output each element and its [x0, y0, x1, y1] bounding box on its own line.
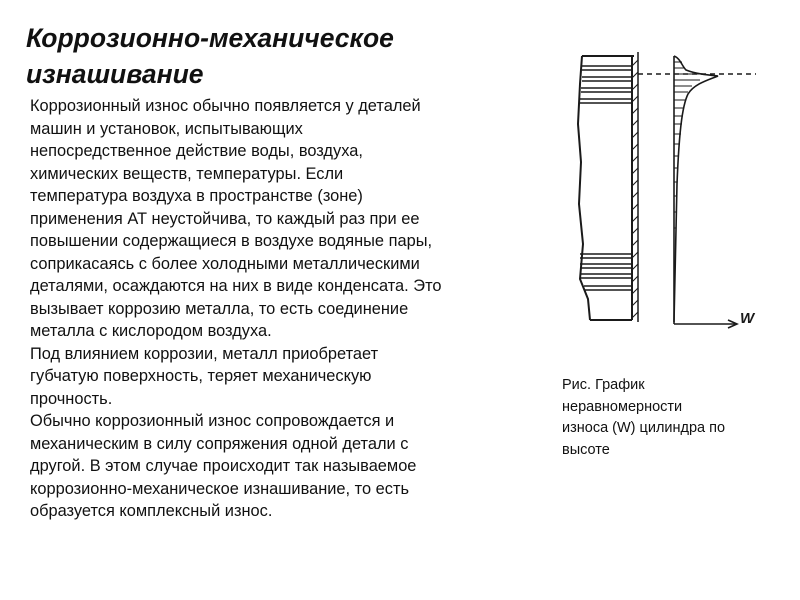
text-line: прочность. — [30, 389, 113, 408]
wear-axis-label: W — [740, 310, 755, 327]
title-line: изнашивание — [26, 59, 204, 89]
text-line: Под влиянием коррозии, металл приобретает — [30, 344, 379, 363]
page-title — [26, 20, 546, 92]
caption-line: высоте — [562, 441, 610, 458]
text-line: вызывает коррозию металла, то есть соединение — [30, 299, 409, 318]
cylinder-fins-top — [580, 66, 632, 103]
caption-line: неравномерности — [562, 398, 683, 415]
cylinder-fins-bottom — [580, 254, 632, 290]
cylinder-outer-contour — [578, 56, 590, 320]
title-line: Коррозионно-механическое — [26, 23, 394, 53]
text-line: непосредственное действие воды, воздуха, — [30, 142, 363, 160]
text-line: коррозионно-механическое изнашивание, то есть — [30, 479, 410, 498]
text-line: металла с кислородом воздуха. — [30, 322, 272, 340]
wear-profile-curve — [674, 56, 718, 322]
text-line: соприкасаясь с более холодными металлическими — [30, 254, 420, 273]
paragraph-complex-wear — [30, 410, 550, 523]
caption-line: Рис. График — [562, 377, 645, 393]
text-line: применения АТ неустойчива, то каждый раз при ее — [30, 209, 420, 228]
text-line: температура воздуха в пространстве (зоне) — [30, 187, 363, 205]
text-line: химических веществ, температуры. Если — [30, 164, 344, 183]
text-line: деталями, осаждаются на них в виде конденсата. Это — [30, 277, 442, 295]
paragraph-corrosion-intro — [30, 95, 550, 343]
text-line: повышении содержащиеся в воздухе водяные пары, — [30, 232, 433, 250]
text-line: другой. В этом случае происходит так называемое — [30, 457, 417, 475]
text-line: губчатую поверхность, теряет механическую — [30, 367, 372, 385]
text-line: образуется комплексный износ. — [30, 502, 273, 520]
cylinder-wear-drawing — [568, 44, 768, 344]
text-line: машин и установок, испытывающих — [30, 119, 303, 138]
paragraph-spongy-surface — [30, 343, 550, 411]
figure-caption — [562, 375, 782, 461]
caption-line: износа (W) цилиндра по — [562, 420, 726, 436]
text-line: Коррозионный износ обычно появляется у деталей — [30, 97, 421, 115]
body-text — [30, 95, 550, 523]
text-line: Обычно коррозионный износ сопровождается и — [30, 412, 395, 430]
cylinder-wear-figure — [568, 44, 768, 344]
text-line: механическим в силу сопряжения одной детали с — [30, 434, 409, 453]
